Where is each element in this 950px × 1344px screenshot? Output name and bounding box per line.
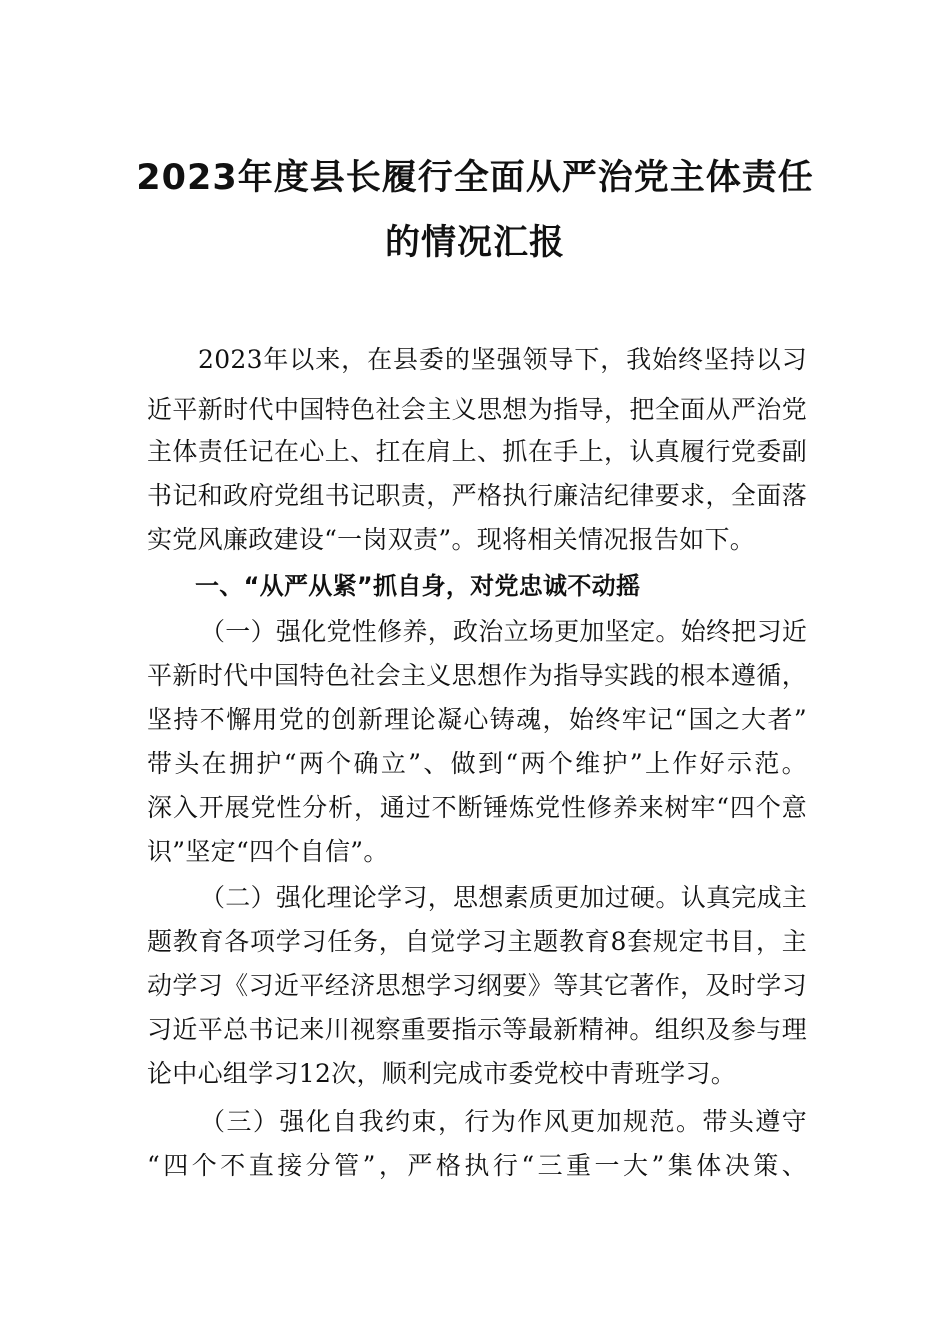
paragraph-2-line: 论中心组学习12次，顺利完成市委党校中青班学习。 <box>147 1059 737 1088</box>
paragraph-intro-line: 实党风廉政建设“一岗双责”。现将相关情况报告如下。 <box>147 525 756 554</box>
paragraph-1-line: 深入开展党性分析，通过不断锤炼党性修养来树牢“四个意 <box>147 793 807 822</box>
paragraph-intro-line: 近平新时代中国特色社会主义思想为指导，把全面从严治党 <box>147 395 807 424</box>
paragraph-1-line: 平新时代中国特色社会主义思想作为指导实践的根本遵循， <box>147 661 807 690</box>
paragraph-1-line: 带头在拥护“两个确立”、做到“两个维护”上作好示范。 <box>147 749 807 778</box>
paragraph-3-line: （三）强化自我约束，行为作风更加规范。带头遵守 <box>200 1107 807 1136</box>
paragraph-intro-line: 主体责任记在心上、扛在肩上、抓在手上，认真履行党委副 <box>147 437 807 466</box>
paragraph-intro-line: 2023年以来，在县委的坚强领导下，我始终坚持以习 <box>198 345 807 374</box>
paragraph-2-line: 题教育各项学习任务，自觉学习主题教育8套规定书目，主 <box>147 927 807 956</box>
paragraph-intro-line: 书记和政府党组书记职责，严格执行廉洁纪律要求，全面落 <box>147 481 807 510</box>
paragraph-2-line: 动学习《习近平经济思想学习纲要》等其它著作，及时学习 <box>147 971 807 1000</box>
document-title-line-2: 的情况汇报 <box>384 223 565 263</box>
paragraph-2-line: 习近平总书记来川视察重要指示等最新精神。组织及参与理 <box>147 1015 807 1044</box>
document-title-line-1: 2023年度县长履行全面从严治党主体责任 <box>136 158 814 198</box>
paragraph-1-line: 坚持不懈用党的创新理论凝心铸魂，始终牢记“国之大者” <box>147 705 807 734</box>
section-heading-1: 一、“从严从紧”抓自身，对党忠诚不动摇 <box>195 572 641 600</box>
paragraph-1-line: 识”坚定“四个自信”。 <box>147 837 389 866</box>
paragraph-3-line: “四个不直接分管”，严格执行“三重一大”集体决策、 <box>147 1151 807 1180</box>
paragraph-2-line: （二）强化理论学习，思想素质更加过硬。认真完成主 <box>200 883 808 912</box>
paragraph-1-line: （一）强化党性修养，政治立场更加坚定。始终把习近 <box>200 617 808 646</box>
